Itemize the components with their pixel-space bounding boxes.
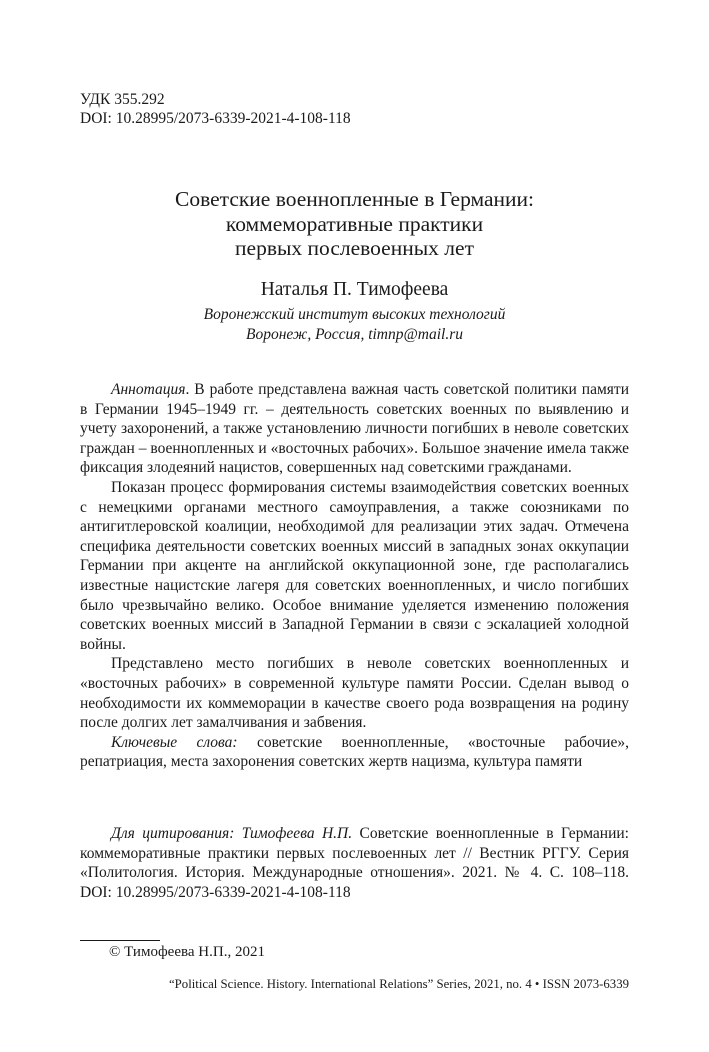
citation-text: Советские военнопленные в Германии: коммеморативные практики первых послевоенных лет // Вестник РГГУ. Серия «Политология. История. Международные отношения». 2021. № 4. С. 108–118. DOI: 10.28995/2073-6339-2021-4-108-118 — [80, 825, 629, 901]
abstract-label: Аннотация — [111, 381, 186, 398]
abstract — [80, 380, 629, 772]
copyright-notice: © Тимофеева Н.П., 2021 — [109, 944, 265, 960]
keywords-text: советские военнопленные, «восточные рабочие», репатриация, места захоронения советских жертв нацизма, культура памяти — [80, 733, 629, 771]
citation-block — [80, 824, 629, 902]
abstract-paragraph-3: Представлено место погибших в неволе советских военнопленных и «восточных рабочих» в современной культуре памяти России. Сделан вывод о необходимости их коммеморации в качестве своего рода возвращения на родину после долгих лет замалчивания и забвения. — [80, 655, 629, 732]
author-affiliation — [0, 305, 709, 345]
article-title — [0, 187, 709, 261]
doi-line: DOI: 10.28995/2073-6339-2021-4-108-118 — [80, 110, 351, 127]
title-line-2: коммеморативные практики — [225, 211, 484, 236]
citation-label: Для цитирования: Тимофеева Н.П. — [111, 825, 353, 842]
footnote-divider — [80, 940, 160, 941]
location-email: Воронеж, Россия, timnp@mail.ru — [246, 326, 463, 343]
keywords-label: Ключевые слова: — [111, 733, 238, 751]
series-footer: “Political Science. History. International Relations” Series, 2021, no. 4 • ISSN 2073-6339 — [169, 977, 629, 991]
author-name: Наталья П. Тимофеева — [260, 279, 449, 300]
title-line-3: первых послевоенных лет — [235, 236, 474, 260]
citation-paragraph — [80, 824, 629, 902]
abstract-text-1: . В работе представлена важная часть советской политики памяти в Германии 1945–1949 гг. – деятельность советских военных по выявлению и учету захоронений, а также установлению личности погибших в неволе советских граждан – военнопленных и «восточных рабочих». Большое значение имела также фиксация злодеяний нацистов, совершенных над советскими гражданами. — [80, 381, 629, 477]
title-line-1: Советские военнопленные в Германии: — [175, 187, 534, 211]
udk-code: УДК 355.292 — [80, 91, 165, 108]
abstract-paragraph-2: Показан процесс формирования системы взаимодействия советских военных с немецкими органами местного самоуправления, а также союзниками по антигитлеровской коалиции, необходимой для реализации этих задач. Отмечена специфика деятельности советских военных миссий в западных зонах оккупации Германии при акценте на английской оккупационной зоне, где располагались известные нацистские лагеря для советских военнопленных, и число погибших было чрезвычайно велико. Особое внимание уделяется изменению положения советских военных миссий в Западной Германии в связи с эскалацией холодной войны. — [80, 478, 629, 653]
abstract-paragraph-1 — [80, 380, 629, 478]
institution: Воронежский институт высоких технологий — [203, 306, 506, 323]
article-metadata — [80, 90, 351, 128]
keywords-paragraph — [80, 733, 629, 772]
